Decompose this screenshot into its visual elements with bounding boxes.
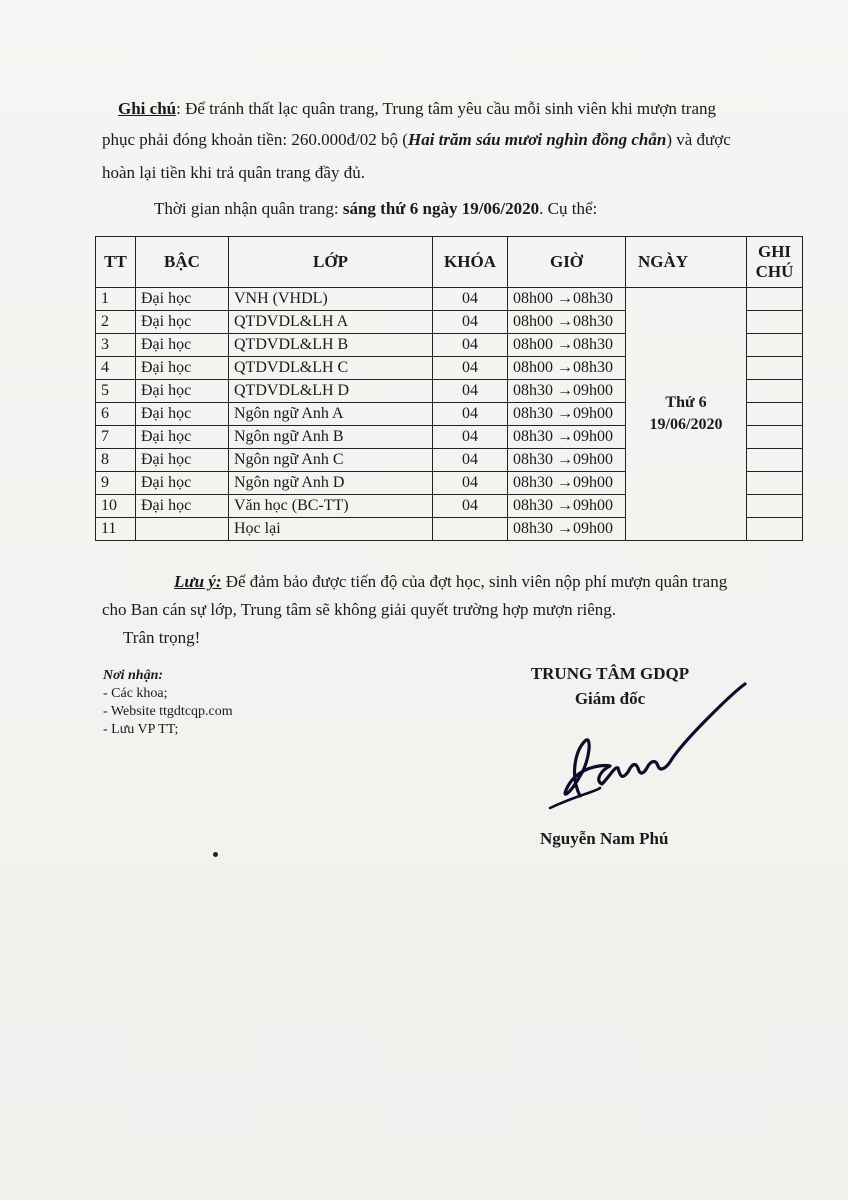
cell-gio: 08h00 →08h30 bbox=[508, 357, 626, 380]
cell-tt: 8 bbox=[96, 449, 136, 472]
ink-dot bbox=[213, 852, 218, 857]
caution-text-1: Để đảm bảo được tiến độ của đợt học, sinh viên nộp phí mượn quân trang bbox=[221, 572, 728, 591]
recipient-item: - Lưu VP TT; bbox=[103, 722, 179, 737]
cell-lop: QTDVDL&LH B bbox=[229, 334, 433, 357]
cell-khoa: 04 bbox=[433, 426, 508, 449]
header-khoa: KHÓA bbox=[433, 237, 508, 288]
cell-gio: 08h30 →09h00 bbox=[508, 403, 626, 426]
cell-lop: Ngôn ngữ Anh C bbox=[229, 449, 433, 472]
cell-gio: 08h30 →09h00 bbox=[508, 449, 626, 472]
cell-lop: Ngôn ngữ Anh A bbox=[229, 403, 433, 426]
cell-ngay bbox=[626, 288, 747, 541]
cell-bac: Đại học bbox=[136, 403, 229, 426]
handwritten-signature bbox=[540, 676, 760, 826]
cell-ghi-chu bbox=[747, 403, 803, 426]
cell-ghi-chu bbox=[747, 334, 803, 357]
cell-gio: 08h30 →09h00 bbox=[508, 518, 626, 541]
header-gio: GIỜ bbox=[508, 237, 626, 288]
cell-tt: 7 bbox=[96, 426, 136, 449]
caution-label: Lưu ý: bbox=[174, 572, 222, 591]
note-text-2c: ) và được bbox=[666, 130, 731, 149]
cell-bac bbox=[136, 518, 229, 541]
signer-name: Nguyễn Nam Phú bbox=[540, 829, 669, 848]
cell-khoa: 04 bbox=[433, 449, 508, 472]
table-row bbox=[96, 288, 803, 311]
cell-ghi-chu bbox=[747, 472, 803, 495]
cell-khoa: 04 bbox=[433, 403, 508, 426]
cell-bac: Đại học bbox=[136, 357, 229, 380]
cell-khoa: 04 bbox=[433, 472, 508, 495]
cell-khoa: 04 bbox=[433, 380, 508, 403]
cell-tt: 2 bbox=[96, 311, 136, 334]
cell-bac: Đại học bbox=[136, 449, 229, 472]
cell-khoa: 04 bbox=[433, 357, 508, 380]
cell-tt: 4 bbox=[96, 357, 136, 380]
header-ngay: NGÀY bbox=[626, 237, 747, 288]
note-label: Ghi chú bbox=[118, 99, 177, 118]
cell-tt: 10 bbox=[96, 495, 136, 518]
closing: Trân trọng! bbox=[123, 628, 201, 647]
cell-gio: 08h30 →09h00 bbox=[508, 380, 626, 403]
signature-title: Giám đốc bbox=[574, 689, 646, 708]
note-text-1: : Để tránh thất lạc quân trang, Trung tâm yêu cầu mỗi sinh viên khi mượn trang bbox=[176, 99, 717, 118]
cell-lop: QTDVDL&LH C bbox=[229, 357, 433, 380]
note-line-2 bbox=[102, 129, 731, 151]
note-text-2a: phục phải đóng khoản tiền: 260.000đ/02 bộ ( bbox=[102, 130, 408, 149]
header-lop: LỚP bbox=[229, 237, 433, 288]
cell-ghi-chu bbox=[747, 357, 803, 380]
cell-gio: 08h30 →09h00 bbox=[508, 472, 626, 495]
cell-khoa: 04 bbox=[433, 311, 508, 334]
cell-bac: Đại học bbox=[136, 472, 229, 495]
cell-tt: 5 bbox=[96, 380, 136, 403]
header-ghi-chu bbox=[747, 237, 803, 288]
cell-tt: 11 bbox=[96, 518, 136, 541]
header-tt: TT bbox=[96, 237, 136, 288]
time-date: sáng thứ 6 ngày 19/06/2020 bbox=[342, 199, 540, 218]
recipients-block bbox=[103, 667, 233, 739]
cell-gio: 08h00 →08h30 bbox=[508, 334, 626, 357]
cell-lop: VNH (VHDL) bbox=[229, 288, 433, 311]
cell-bac: Đại học bbox=[136, 380, 229, 403]
cell-bac: Đại học bbox=[136, 334, 229, 357]
header-ghi-line-1: GHI bbox=[757, 241, 792, 261]
note-text-3: hoàn lại tiền khi trả quân trang đầy đủ. bbox=[102, 163, 365, 182]
cell-gio: 08h00 →08h30 bbox=[508, 311, 626, 334]
time-line bbox=[154, 198, 597, 220]
cell-ghi-chu bbox=[747, 495, 803, 518]
cell-khoa: 04 bbox=[433, 334, 508, 357]
time-prefix: Thời gian nhận quân trang: bbox=[154, 199, 343, 218]
recipients-label: Nơi nhận: bbox=[103, 668, 164, 683]
cell-gio: 08h00 →08h30 bbox=[508, 288, 626, 311]
cell-bac: Đại học bbox=[136, 288, 229, 311]
cell-ghi-chu bbox=[747, 518, 803, 541]
recipient-item: - Website ttgdtcqp.com bbox=[103, 704, 233, 719]
ngay-day: Thứ 6 bbox=[665, 394, 707, 411]
cell-gio: 08h30 →09h00 bbox=[508, 426, 626, 449]
cell-bac: Đại học bbox=[136, 426, 229, 449]
cell-khoa: 04 bbox=[433, 288, 508, 311]
cell-ghi-chu bbox=[747, 449, 803, 472]
cell-lop: Học lại bbox=[229, 518, 433, 541]
cell-tt: 3 bbox=[96, 334, 136, 357]
cell-tt: 1 bbox=[96, 288, 136, 311]
cell-ghi-chu bbox=[747, 311, 803, 334]
note-line-3 bbox=[102, 162, 365, 184]
header-ghi-line-2: CHÚ bbox=[755, 261, 794, 281]
cell-ghi-chu bbox=[747, 380, 803, 403]
ngay-date: 19/06/2020 bbox=[649, 416, 723, 433]
recipient-item: - Các khoa; bbox=[103, 686, 168, 701]
cell-tt: 9 bbox=[96, 472, 136, 495]
cell-lop: Ngôn ngữ Anh B bbox=[229, 426, 433, 449]
time-suffix: . Cụ thể: bbox=[539, 199, 598, 218]
cell-lop: Văn học (BC-TT) bbox=[229, 495, 433, 518]
cell-gio: 08h30 →09h00 bbox=[508, 495, 626, 518]
note-line-1 bbox=[118, 98, 716, 120]
cell-tt: 6 bbox=[96, 403, 136, 426]
cell-ghi-chu bbox=[747, 426, 803, 449]
caution-line-2 bbox=[102, 599, 616, 621]
caution-text-2: cho Ban cán sự lớp, Trung tâm sẽ không giải quyết trường hợp mượn riêng. bbox=[102, 600, 617, 619]
cell-khoa: 04 bbox=[433, 495, 508, 518]
cell-lop: Ngôn ngữ Anh D bbox=[229, 472, 433, 495]
header-bac: BẬC bbox=[136, 237, 229, 288]
schedule-table bbox=[95, 236, 803, 541]
cell-lop: QTDVDL&LH A bbox=[229, 311, 433, 334]
table-header-row bbox=[96, 237, 803, 288]
cell-khoa bbox=[433, 518, 508, 541]
caution-line-1 bbox=[174, 571, 727, 593]
cell-lop: QTDVDL&LH D bbox=[229, 380, 433, 403]
signature-org: TRUNG TÂM GDQP bbox=[530, 664, 690, 683]
cell-bac: Đại học bbox=[136, 311, 229, 334]
note-amount-words: Hai trăm sáu mươi nghìn đồng chẵn bbox=[407, 130, 667, 149]
cell-bac: Đại học bbox=[136, 495, 229, 518]
cell-ghi-chu bbox=[747, 288, 803, 311]
